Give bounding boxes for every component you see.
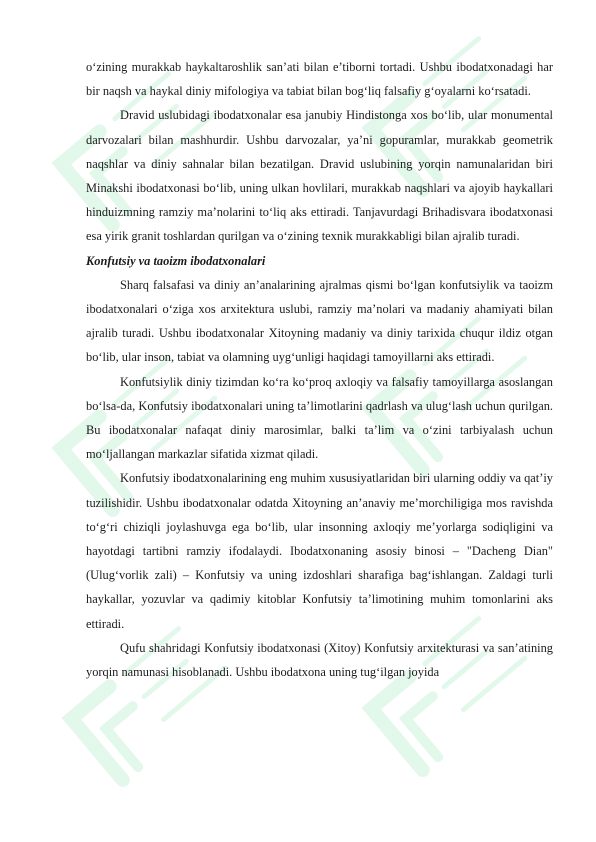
- document-body: [86, 55, 553, 684]
- paragraph-intro: Sharq falsafasi va diniy an’analarining ajralmas qismi bo‘lgan konfutsiylik va taoizm ibodatxonalari o‘ziga xos arxitektura uslubi, ramziy ma’nolari va madaniy ahamiyati bilan ajralib turadi. Ushbu ibodatxonalar Xitoyning madaniy va diniy tarixida chuqur ildiz otgan bo‘lib, ular inson, tabiat va olamning uyg‘unligi haqidagi tamoyillarni aks ettiradi.: [86, 277, 553, 365]
- paragraph-qufu: Qufu shahridagi Konfutsiy ibodatxonasi (Xitoy) Konfutsiy arxitekturasi va san’atining yorqin namunasi hisoblanadi. Ushbu ibodatxona uning tug‘ilgan joyida: [86, 640, 553, 680]
- section-heading: Konfutsiy va taoizm ibodatxonalari: [86, 253, 266, 268]
- paragraph-confucianism: Konfutsiylik diniy tizimdan ko‘ra ko‘proq axloqiy va falsafiy tamoyillarga asoslangan bo‘lsa-da, Konfutsiy ibodatxonalari uning ta’limotlarini qadrlash va ulug‘lash uchun qurilgan. Bu ibodatxonalar nafaqat diniy marosimlar, balki ta’lim va o‘zini tarbiyalash uchun mo‘ljallangan markazlar sifatida xizmat qiladi.: [86, 374, 553, 462]
- paragraph-continued: o‘zining murakkab haykaltaroshlik san’ati bilan e’tiborni tortadi. Ushbu ibodatxonadagi har bir naqsh va haykal diniy mifologiya va tabiat bilan bog‘liq falsafiy g‘oyalarni ko‘rsatadi.: [86, 60, 553, 99]
- paragraph-dravid-style: Dravid uslubidagi ibodatxonalar esa janubiy Hindistonga xos bo‘lib, ular monumental darvozalari bilan mashhurdir. Ushbu darvozalar, ya’ni gopuramlar, murakkab geometrik naqshlar va diniy sahnalar bilan bezatilgan. Dravid uslubining yorqin namunalaridan biri Minakshi ibodatxonasi bo‘lib, uning ulkan hovlilari, murakkab naqshlari va ajoyib haykallari hinduizmning ramziy ma’nolarini to‘liq aks ettiradi. Tanjavurdagi Brihadisvara ibodatxonasi esa yirik granit toshlardan qurilgan va o‘zining texnik murakkabligi bilan ajralib turadi.: [86, 108, 553, 244]
- paragraph-structure: Konfutsiy ibodatxonalarining eng muhim xususiyatlaridan biri ularning oddiy va qat’iy tuzilishidir. Ushbu ibodatxonalar odatda Xitoyning an’anaviy me’morchiligiga mos ravishda to‘g‘ri chiziqli joylashuvga ega bo‘lib, ular insonning axloqiy me’yorlarga sodiqligini va hayotdagi tartibni ramziy ifodalaydi. Ibodatxonaning asosiy binosi – "Dacheng Dian" (Ulug‘vorlik zali) – Konfutsiy va uning izdoshlari sharafiga bag‘ishlangan. Zaldagi turli haykallar, yozuvlar va qadimiy kitoblar Konfutsiy ta’limotining muhim tomonlarini aks ettiradi.: [86, 471, 553, 631]
